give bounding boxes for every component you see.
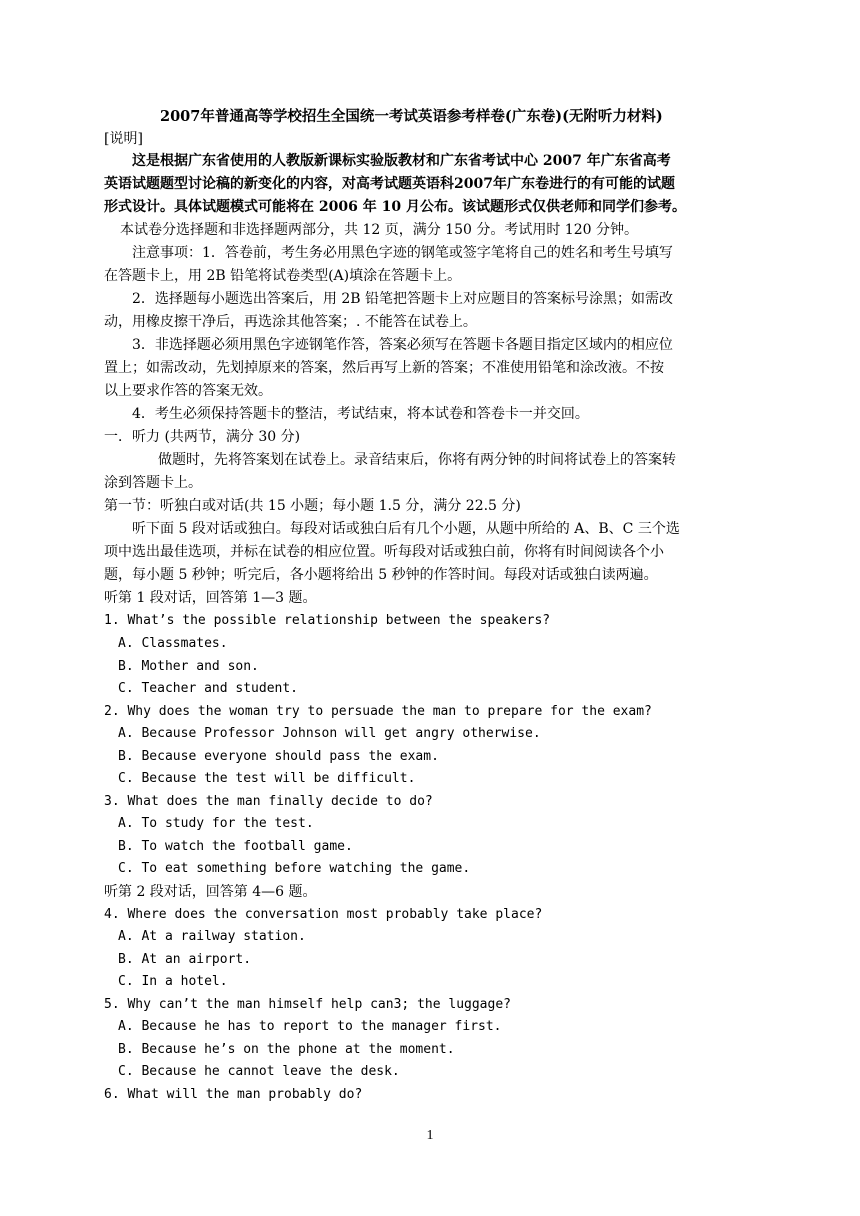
notice-line-7: 以上要求作答的答案无效。 (104, 383, 272, 399)
question-3-option-a: A. To study for the test. (118, 816, 314, 831)
intro-line-2: 英语试题题型讨论稿的新变化的内容，对高考试题英语科2007年广东卷进行的有可能的试题 (104, 176, 675, 192)
notice-line-2: 在答题卡上，用 2B 铅笔将试卷类型(A)填涂在答题卡上。 (104, 268, 462, 284)
question-5-option-c: C. Because he cannot leave the desk. (118, 1064, 400, 1079)
intro-line-1: 这是根据广东省使用的人教版新课标实验版教材和广东省考试中心 2007 年广东省高考 (132, 153, 671, 169)
part1-heading: 第一节：听独白或对话(共 15 小题；每小题 1.5 分，满分 22.5 分) (104, 498, 521, 514)
paper-info: 本试卷分选择题和非选择题两部分，共 12 页，满分 150 分。考试用时 120 分钟。 (120, 222, 638, 238)
document-title: 2007年普通高等学校招生全国统一考试英语参考样卷(广东卷)(无附听力材料) (160, 108, 663, 125)
question-1: 1. What’s the possible relationship between the speakers? (104, 613, 551, 628)
notice-line-5: 3．非选择题必须用黑色字迹钢笔作答，答案必须写在答题卡各题目指定区域内的相应位 (132, 337, 673, 353)
question-5-option-b: B. Because he’s on the phone at the moment. (118, 1042, 455, 1057)
question-6: 6. What will the man probably do? (104, 1087, 363, 1102)
intro-line-3: 形式设计。具体试题模式可能将在 2006 年 10 月公布。该试题形式仅供老师和同学们参考。 (104, 199, 686, 215)
question-5-option-a: A. Because he has to report to the manager first. (118, 1019, 502, 1034)
dialog-2-heading: 听第 2 段对话，回答第 4—6 题。 (104, 884, 317, 900)
notice-line-1: 注意事项：1．答卷前，考生务必用黑色字迹的钢笔或签字笔将自己的姓名和考生号填写 (132, 245, 673, 261)
section1-heading: 一．听力 (共两节，满分 30 分) (104, 429, 301, 445)
question-3-option-c: C. To eat something before watching the game. (118, 861, 471, 876)
question-1-option-b: B. Mother and son. (118, 659, 259, 674)
question-4-option-b: B. At an airport. (118, 952, 252, 967)
question-3: 3. What does the man finally decide to do? (104, 794, 433, 809)
page-number: 1 (426, 1128, 434, 1143)
part1-instr-3: 题，每小题 5 秒钟；听完后，各小题将给出 5 秒钟的作答时间。每段对话或独白读两遍。 (104, 567, 658, 583)
question-5: 5. Why can’t the man himself help can3; the luggage? (104, 997, 511, 1012)
part1-instr-2: 项中选出最佳选项，并标在试卷的相应位置。听每段对话或独白前，你将有时间阅读各个小 (104, 544, 664, 560)
notice-line-4: 动，用橡皮擦干净后，再选涂其他答案；. 不能答在试卷上。 (104, 314, 477, 330)
notice-line-8: 4．考生必须保持答题卡的整洁，考试结束，将本试卷和答卷卡一并交回。 (132, 406, 589, 422)
dialog-1-heading: 听第 1 段对话，回答第 1—3 题。 (104, 590, 317, 606)
question-2-option-b: B. Because everyone should pass the exam. (118, 749, 439, 764)
question-3-option-b: B. To watch the football game. (118, 839, 353, 854)
part1-instr-1: 听下面 5 段对话或独白。每段对话或独白后有几个小题，从题中所给的 A、B、C 三个选 (132, 521, 680, 537)
question-4-option-c: C. In a hotel. (118, 974, 228, 989)
question-4: 4. Where does the conversation most probably take place? (104, 907, 543, 922)
question-1-option-c: C. Teacher and student. (118, 681, 299, 696)
question-4-option-a: A. At a railway station. (118, 929, 306, 944)
question-2-option-c: C. Because the test will be difficult. (118, 771, 416, 786)
note-label: [说明] (104, 131, 143, 147)
question-2: 2. Why does the woman try to persuade the man to prepare for the exam? (104, 704, 652, 719)
section1-instr-2: 涂到答题卡上。 (104, 475, 202, 491)
section1-instr-1: 做题时，先将答案划在试卷上。录音结束后，你将有两分钟的时间将试卷上的答案转 (158, 452, 676, 468)
notice-line-3: 2．选择题每小题选出答案后，用 2B 铅笔把答题卡上对应题目的答案标号涂黑；如需改 (132, 291, 674, 307)
question-1-option-a: A. Classmates. (118, 636, 228, 651)
question-2-option-a: A. Because Professor Johnson will get angry otherwise. (118, 726, 541, 741)
notice-line-6: 置上；如需改动，先划掉原来的答案，然后再写上新的答案；不准使用铅笔和涂改液。不按 (104, 360, 664, 376)
